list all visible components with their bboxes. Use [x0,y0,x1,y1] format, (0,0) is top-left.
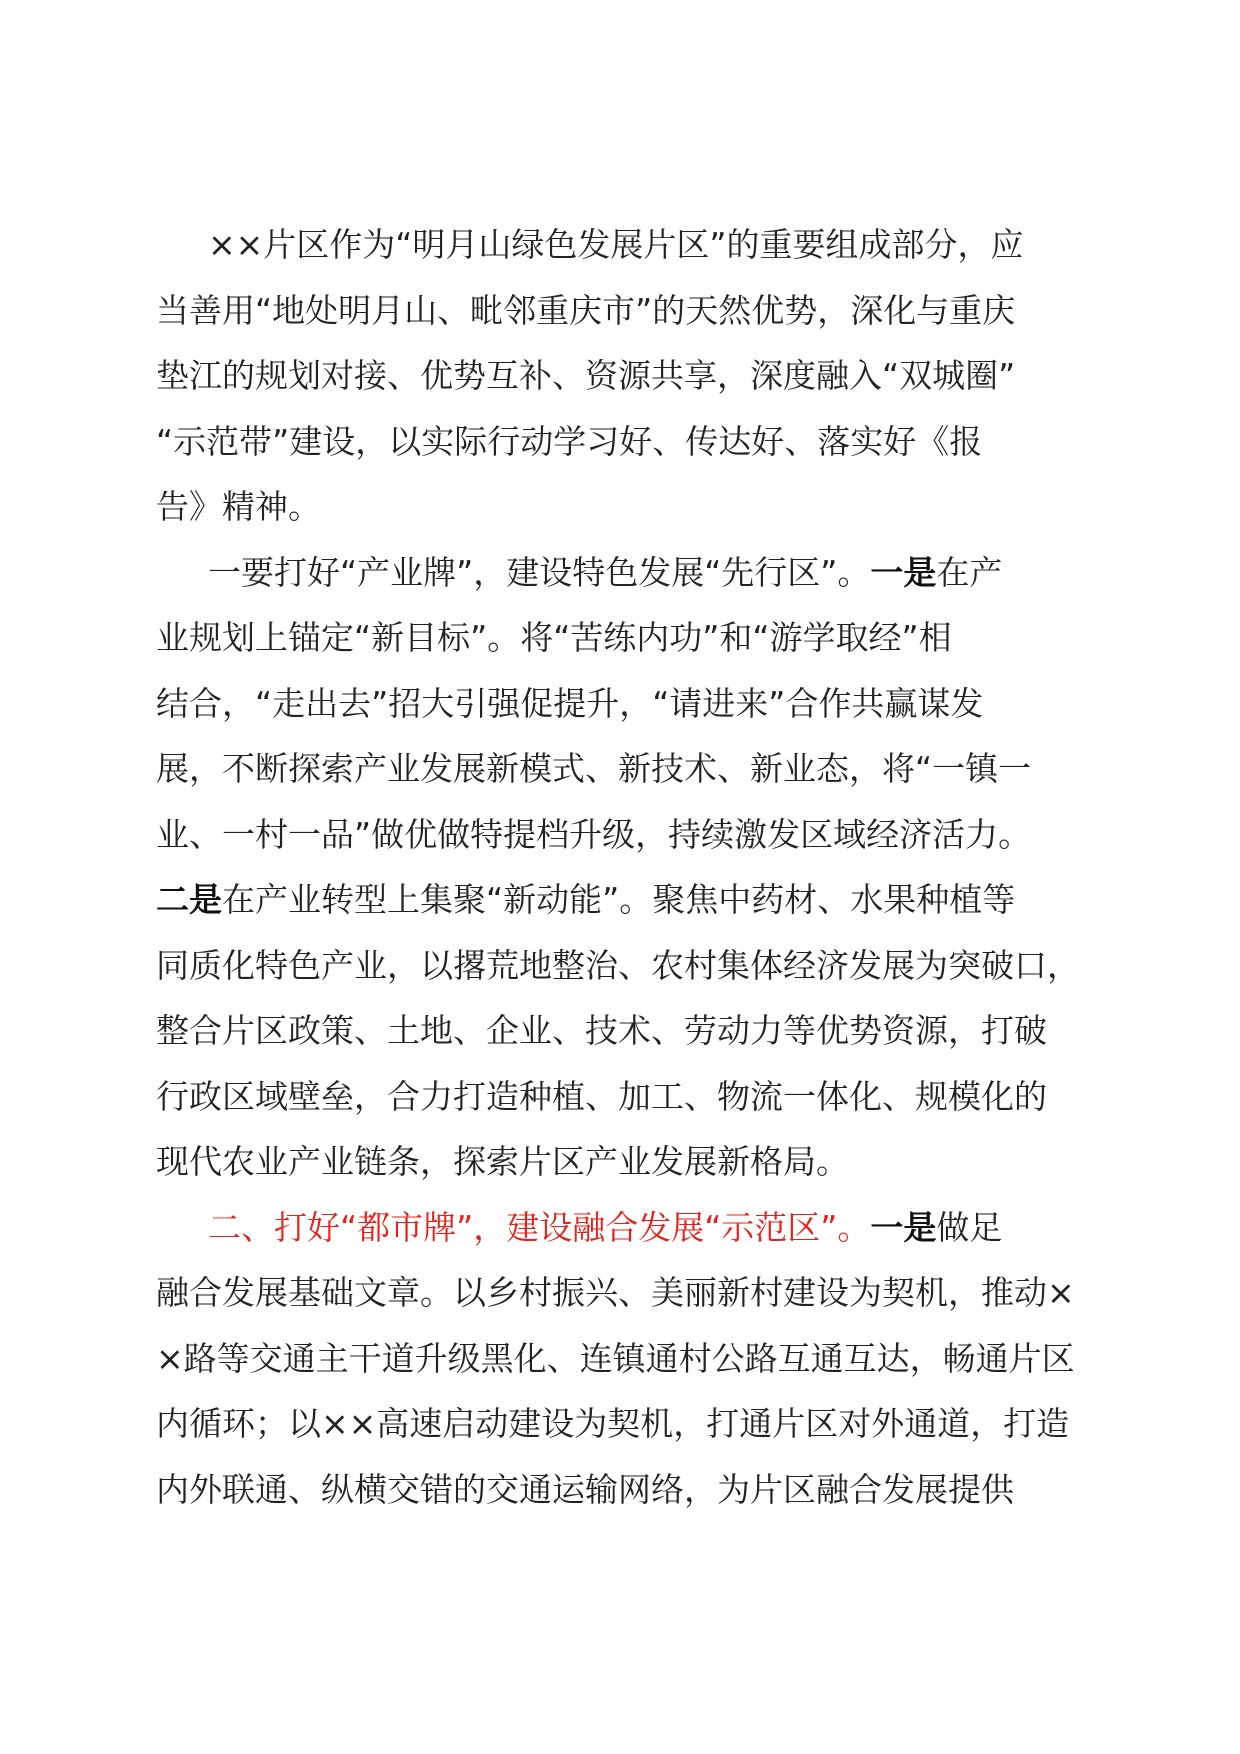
text-run: 业、一村一品”做优做特提档升级，持续激发区域经济活力。 [156,814,1032,854]
text-run: 同质化特色产业，以撂荒地整治、农村集体经济发展为突破口， [156,945,1080,985]
text-line [156,343,1090,409]
text-run: 在产 [936,552,1003,592]
text-line [156,1457,1090,1523]
text-run: ××片区作为“明月山绿色发展片区”的重要组成部分，应 [208,225,1024,264]
text-run: 整合片区政策、土地、企业、技术、劳动力等优势资源，打破 [156,1011,1047,1050]
paragraph-industry [156,540,1090,1195]
text-run: 一要打好“产业牌”，建设特色发展“先行区”。 [208,552,871,592]
point-marker: 二是 [156,880,222,919]
text-run: 当善用“地处明月山、毗邻重庆市”的天然优势，深化与重庆 [156,290,1016,330]
text-line [156,1195,1090,1261]
text-run: 内外联通、纵横交错的交通运输网络，为片区融合发展提供 [156,1469,1014,1509]
text-line [156,736,1090,802]
text-line [156,409,1090,475]
text-line [156,671,1090,737]
text-line [156,212,1090,278]
text-line [156,474,1090,540]
text-run: 现代农业产业链条，探索片区产业发展新格局。 [156,1142,849,1181]
text-run: “示范带”建设，以实际行动学习好、传达好、落实好《报 [156,421,983,461]
text-run: 做足 [936,1207,1003,1247]
text-run: 告》精神。 [156,487,321,526]
text-line [156,1260,1090,1326]
text-line [156,1129,1090,1195]
point-marker: 一是 [870,552,937,592]
point-marker: 一是 [870,1207,937,1247]
text-line [156,278,1090,344]
text-run: 展，不断探索产业发展新模式、新技术、新业态，将“一镇一 [156,749,1032,788]
text-run: 业规划上锚定“新目标”。将“苦练内功”和“游学取经”相 [156,618,952,657]
text-run: 融合发展基础文章。以乡村振兴、美丽新村建设为契机，推动× [156,1273,1075,1312]
text-run: 结合，“走出去”招大引强促提升，“请进来”合作共赢谋发 [156,683,984,723]
text-line [156,867,1090,933]
paragraph-urban [156,1195,1090,1523]
text-line [156,1064,1090,1130]
text-line [156,1391,1090,1457]
document-body [156,212,1090,1522]
text-line [156,605,1090,671]
text-run: 在产业转型上集聚“新动能”。聚焦中药材、水果种植等 [222,880,1016,919]
text-line [156,802,1090,868]
text-line [156,933,1090,999]
text-run: 行政区域壁垒，合力打造种植、加工、物流一体化、规模化的 [156,1076,1047,1116]
text-line [156,998,1090,1064]
text-line [156,540,1090,606]
paragraph-intro [156,212,1090,540]
text-run: 内循环；以××高速启动建设为契机，打通片区对外通道，打造 [156,1404,1070,1443]
text-run: 垫江的规划对接、优势互补、资源共享，深度融入“双城圈” [156,356,1016,395]
text-run: ×路等交通主干道升级黑化、连镇通村公路互通互达，畅通片区 [156,1338,1075,1378]
section-heading: 二、打好“都市牌”，建设融合发展“示范区”。 [208,1207,871,1247]
text-line [156,1326,1090,1392]
